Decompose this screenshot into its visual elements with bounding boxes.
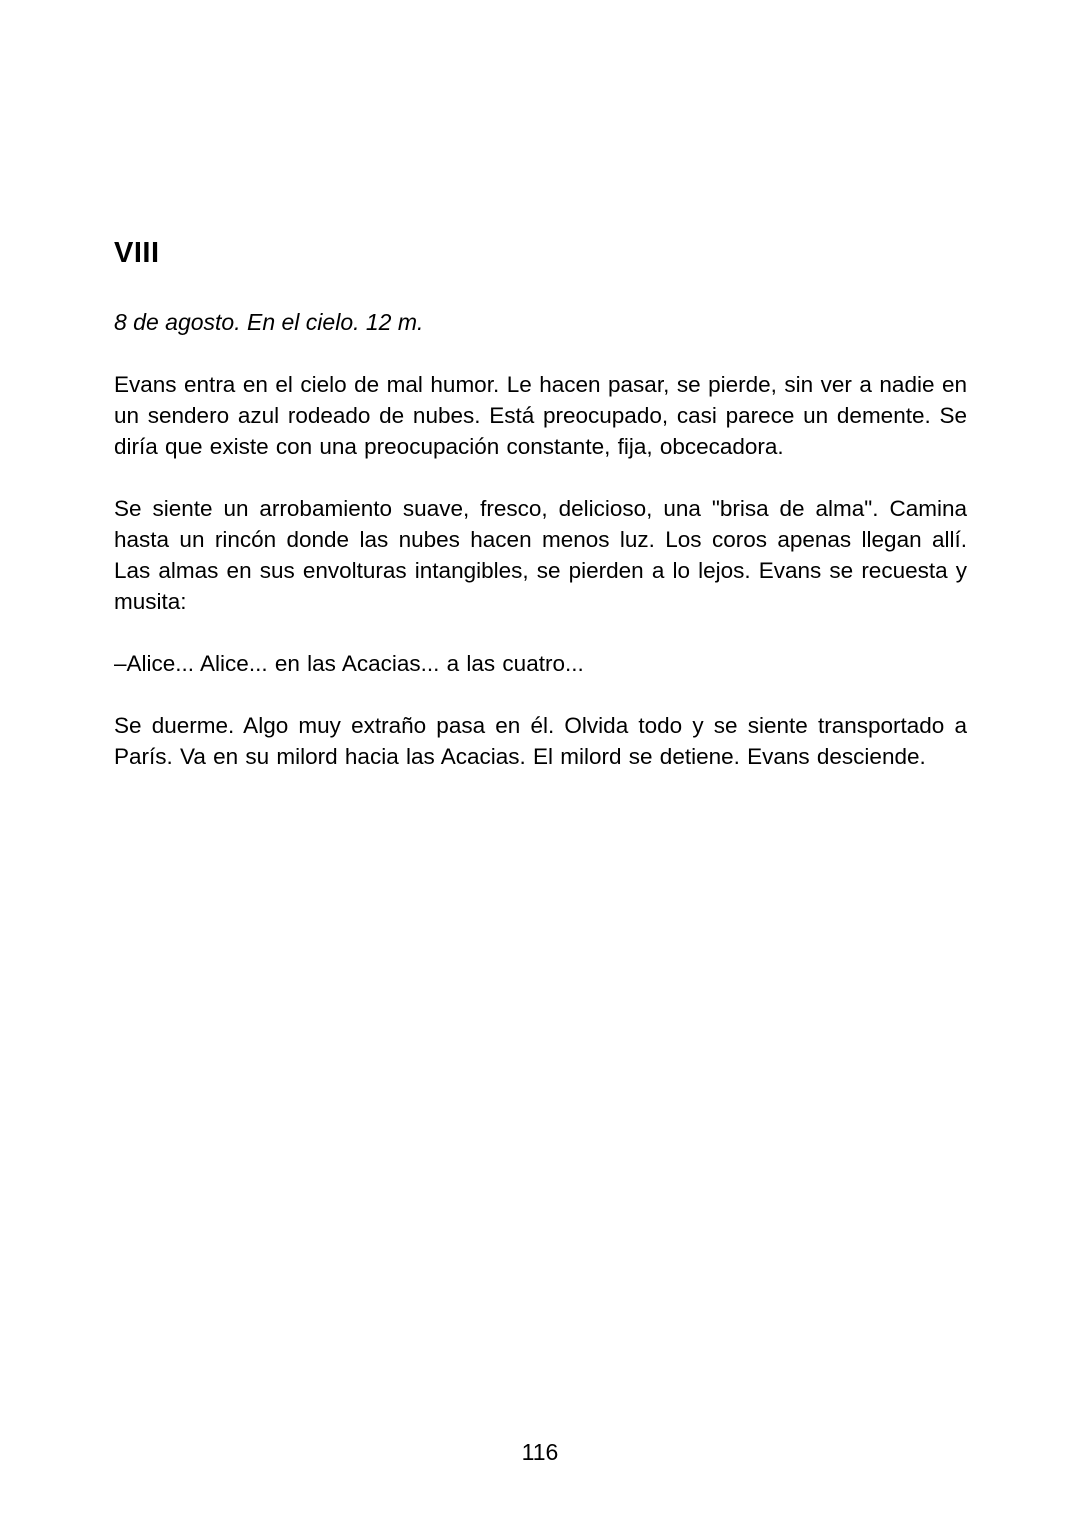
page-number: 116 <box>521 1439 559 1465</box>
chapter-heading: VIII <box>114 237 160 269</box>
chapter-dateline: 8 de agosto. En el cielo. 12 m. <box>114 309 424 335</box>
paragraph-3-dialogue: –Alice... Alice... en las Acacias... a las cuatro... <box>114 651 584 676</box>
paragraph-1: Evans entra en el cielo de mal humor. Le hacen pasar, se pierde, sin ver a nadie en un sendero azul rodeado de nubes. Está preocupado, casi parece un demente. Se diría que existe con una preocupación constante, fija, obcecadora. <box>114 372 967 459</box>
paragraph-2: Se siente un arrobamiento suave, fresco, delicioso, una "brisa de alma". Camina hasta un rincón donde las nubes hacen menos luz. Los coros apenas llegan allí. Las almas en sus envolturas intangibles, se pierden a lo lejos. Evans se recuesta y musita: <box>114 496 967 614</box>
paragraph-4: Se duerme. Algo muy extraño pasa en él. Olvida todo y se siente transportado a París. Va en su milord hacia las Acacias. El milord se detiene. Evans desciende. <box>114 713 967 769</box>
